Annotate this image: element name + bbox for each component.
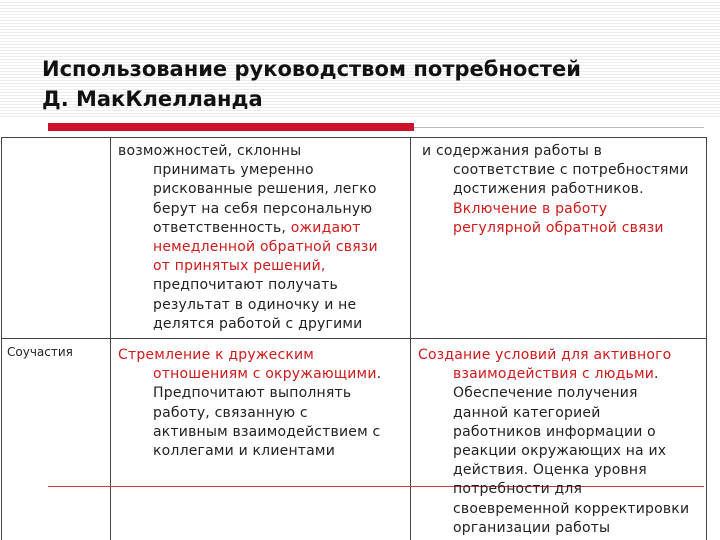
cell-line-highlight: Стремление к дружеским <box>118 347 315 363</box>
cell-line-highlight: регулярной обратной связи <box>453 219 664 236</box>
cell-line: Предпочитают выполнять <box>153 385 352 402</box>
cell-line: работников информации о <box>453 423 656 440</box>
cell-line: данной категорией <box>453 404 601 421</box>
cell-line: Обеспечение получения <box>453 385 638 402</box>
cell-line <box>118 365 381 384</box>
cell-line: коллегами и клиентами <box>153 443 335 460</box>
cell-line-highlight: от принятых решений, <box>153 258 326 275</box>
cell-line-highlight: немедленной обратной связи <box>153 239 378 256</box>
cell-line-part-highlight: взаимодействия с людьми <box>453 366 655 383</box>
cell-line: активным взаимодействием с <box>153 423 381 440</box>
cell-line: рискованные решения, легко <box>153 181 377 198</box>
cell-line: своевременной корректировки <box>453 500 690 517</box>
cell-line: возможностей, склонны <box>118 143 302 159</box>
cell-line: соответствие с потребностями <box>453 162 689 179</box>
cell-line: достижения работников. <box>453 181 644 198</box>
cell-line: работу, связанную с <box>153 404 308 421</box>
cell-line: реакции окружающих на их <box>453 443 667 460</box>
cell-line-part: . <box>376 366 382 383</box>
title-divider-line <box>414 127 704 128</box>
cell-line: результат в одиночку и не <box>153 296 357 313</box>
cell-line-part: . <box>654 366 659 383</box>
cell-line <box>118 219 378 238</box>
cell-line: предпочитают получать <box>153 277 338 294</box>
row-2-col-1-cell <box>118 346 381 461</box>
cell-line-part-highlight: ожидают <box>290 219 361 236</box>
cell-line: организации работы <box>453 519 611 536</box>
cell-line: действия. Оценка уровня <box>453 462 647 479</box>
slide-title <box>42 54 702 114</box>
cell-line: потребности для <box>453 481 583 498</box>
cell-line <box>418 365 689 384</box>
slide-title-line-1: Использование руководством потребностей <box>42 57 581 81</box>
row-2-label: Соучастия <box>7 345 73 359</box>
title-accent-bar <box>48 123 414 131</box>
cell-line-highlight: Создание условий для активного <box>418 347 672 363</box>
row-1-col-2-cell <box>422 142 689 238</box>
cell-line-highlight: Включение в работу <box>453 200 608 217</box>
slide-title-line-2: Д. МакКлелланда <box>42 87 263 111</box>
cell-line: делятся работой с другими <box>153 315 363 332</box>
cell-line: принимать умеренно <box>153 162 314 179</box>
cell-line: и содержания работы в <box>422 143 603 159</box>
cell-line-part-highlight: отношениям с окружающими <box>153 366 377 383</box>
cell-line: берут на себя персональную <box>153 200 373 217</box>
table-row-divider <box>1 338 707 339</box>
table-top-border <box>1 137 707 138</box>
row-1-col-1-cell <box>118 142 378 334</box>
row-2-col-2-cell <box>418 346 689 538</box>
cell-line-part: ответственность, <box>153 219 291 236</box>
